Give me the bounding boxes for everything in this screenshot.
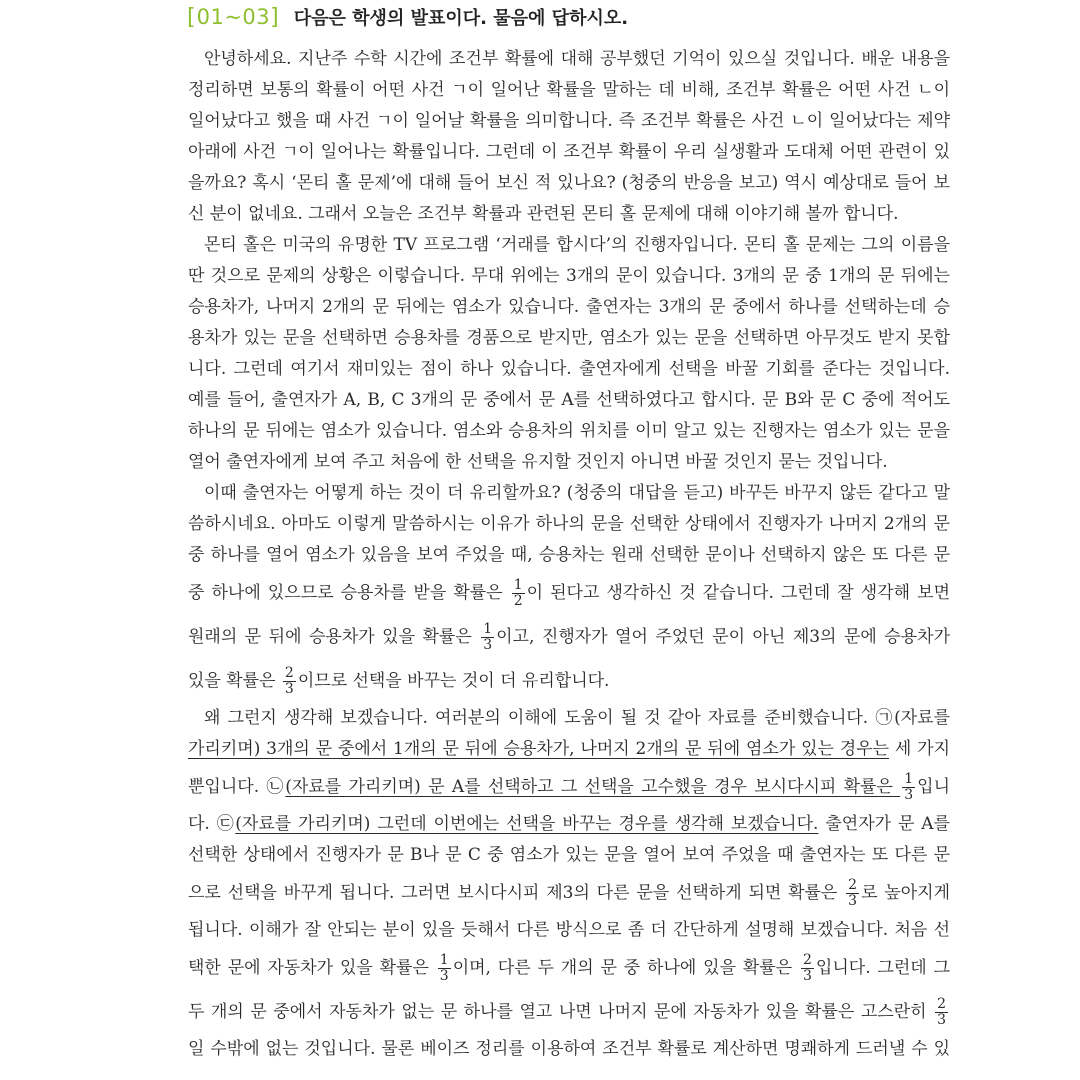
passage-line: 왜 그런지 생각해 보겠습니다. 여러분의 이해에 도움이 될 것 같아 자료를 준비했습니다. ㉠(자료를: [204, 708, 950, 728]
passage-line: 을까요? 혹시 ‘몬티 홀 문제’에 대해 들어 보신 적 있나요? (청중의 반응을 보고) 역시 예상대로 들어 보: [188, 173, 950, 193]
fraction: $\frac{2}{3}$: [848, 877, 858, 909]
passage-line: 있을 확률은 $\frac{2}{3}$ 이므로 선택을 바꾸는 것이 더 유리합니다.: [188, 665, 610, 697]
passage-line: 이때 출연자는 어떻게 하는 것이 더 유리할까요? (청중의 대답을 듣고) 바꾸든 바꾸지 않든 같다고 말: [204, 483, 950, 503]
passage-line: 다. ㉢(자료를 가리키며) 그런데 이번에는 선택을 바꾸는 경우를 생각해 보겠습니다. 출연자가 문 A를: [188, 814, 950, 834]
passage-line: 선택한 상태에서 진행자가 문 B나 문 C 중 염소가 있는 문을 열어 보여 주었을 때 출연자는 또 다른 문: [188, 845, 950, 865]
passage-line: 됩니다. 이해가 잘 안되는 분이 있을 듯해서 다른 방식으로 좀 더 간단하게 설명해 보겠습니다. 처음 선: [188, 920, 950, 940]
passage-line: 용차가 있는 문을 선택하면 승용차를 경품으로 받지만, 염소가 있는 문을 선택하면 아무것도 받지 못합: [188, 328, 950, 348]
header-bracket-open: [: [187, 4, 197, 30]
question-instruction: 다음은 학생의 발표이다. 물음에 답하시오.: [293, 8, 629, 29]
fraction: $\frac{1}{3}$: [439, 952, 449, 984]
underlined-phrase-3: (자료를 가리키며) 그런데 이번에는 선택을 바꾸는 경우를 생각해 보겠습니다.: [235, 814, 819, 834]
passage-line: 승용차가, 나머지 2개의 문 뒤에는 염소가 있습니다. 출연자는 3개의 문 중에서 하나를 선택하는데 승: [188, 297, 950, 317]
passage-line: 택한 문에 자동차가 있을 확률은 $\frac{1}{3}$ 이며, 다른 두 개의 문 중 하나에 있을 확률은 $\frac{2}{3}$ 입니다. 그런데 그: [188, 952, 950, 984]
underlined-phrase-2: (자료를 가리키며) 문 A를 선택하고 그 선택을 고수했을 경우 보시다시피 확률은: [285, 777, 901, 797]
fraction: $\frac{1}{3}$: [483, 621, 493, 653]
passage-line: 일어났다고 했을 때 사건 ㄱ이 일어날 확률을 의미합니다. 즉 조건부 확률은 사건 ㄴ이 일어났다는 제약: [188, 111, 950, 131]
passage: [188, 44, 950, 1065]
passage-line: 안녕하세요. 지난주 수학 시간에 조건부 확률에 대해 공부했던 기억이 있으실 것입니다. 배운 내용을: [204, 49, 950, 69]
question-header: [187, 2, 628, 32]
underlined-phrase-1: 가리키며) 3개의 문 중에서 1개의 문 뒤에 승용차가, 나머지 2개의 문 뒤에 염소가 있는 경우는: [188, 739, 890, 759]
passage-line: 몬티 홀은 미국의 유명한 TV 프로그램 ‘거래를 합시다’의 진행자입니다. 몬티 홀 문제는 그의 이름을: [204, 235, 950, 255]
fraction: $\frac{2}{3}$: [284, 665, 294, 697]
passage-line: 가리키며) 3개의 문 중에서 1개의 문 뒤에 승용차가, 나머지 2개의 문 뒤에 염소가 있는 경우는 세 가지: [188, 739, 950, 759]
fraction: $\frac{2}{3}$: [937, 996, 946, 1028]
passage-line: 씀하시네요. 아마도 이렇게 말씀하시는 이유가 하나의 문을 선택한 상태에서 진행자가 나머지 2개의 문: [188, 514, 950, 534]
passage-line: 두 개의 문 중에서 자동차가 없는 문 하나를 열고 나면 나머지 문에 자동차가 있을 확률은 고스란히 $\frac{2}{3}$: [188, 996, 946, 1028]
passage-line: 신 분이 없네요. 그래서 오늘은 조건부 확률과 관련된 몬티 홀 문제에 대해 이야기해 볼까 합니다.: [188, 204, 899, 224]
fraction: $\frac{1}{3}$: [904, 771, 914, 803]
passage-line: 원래의 문 뒤에 승용차가 있을 확률은 $\frac{1}{3}$ 이고, 진행자가 열어 주었던 문이 아닌 제3의 문에 승용차가: [188, 621, 950, 653]
fraction: $\frac{2}{3}$: [803, 952, 812, 984]
passage-line: 으로 선택을 바꾸게 됩니다. 그러면 보시다시피 제3의 다른 문을 선택하게 되면 확률은 $\frac{2}{3}$ 로 높아지게: [188, 877, 950, 909]
header-bracket-close: ]: [270, 4, 280, 30]
passage-line: 니다. 그런데 여기서 재미있는 점이 하나 있습니다. 출연자에게 선택을 바꿀 기회를 준다는 것입니다.: [188, 359, 950, 379]
passage-line: 딴 것으로 문제의 상황은 이렇습니다. 무대 위에는 3개의 문이 있습니다. 3개의 문 중 1개의 문 뒤에는: [188, 266, 950, 286]
passage-line: 예를 들어, 출연자가 A, B, C 3개의 문 중에서 문 A를 선택하였다고 합시다. 문 B와 문 C 중에 적어도: [188, 390, 950, 410]
passage-line: 정리하면 보통의 확률이 어떤 사건 ㄱ이 일어난 확률을 말하는 데 비해, 조건부 확률은 어떤 사건 ㄴ이: [188, 80, 950, 100]
passage-line: 일 수밖에 없는 것입니다. 물론 베이즈 정리를 이용하여 조건부 확률로 계산하면 명쾌하게 드러낼 수 있: [188, 1039, 950, 1059]
passage-line: 중 하나를 열어 염소가 있음을 보여 주었을 때, 승용차는 원래 선택한 문이나 선택하지 않은 또 다른 문: [188, 545, 950, 565]
passage-line: 뿐입니다. ㉡(자료를 가리키며) 문 A를 선택하고 그 선택을 고수했을 경우 보시다시피 확률은 $\frac{1}{3}$ 입니: [188, 771, 950, 803]
question-number-range: 01~03: [196, 5, 271, 29]
passage-line: 중 하나에 있으므로 승용차를 받을 확률은 $\frac{1}{2}$ 이 된다고 생각하신 것 같습니다. 그런데 잘 생각해 보면: [188, 577, 950, 609]
fraction: $\frac{1}{2}$: [513, 577, 523, 609]
passage-line: 아래에 사건 ㄱ이 일어나는 확률입니다. 그런데 이 조건부 확률이 우리 실생활과 도대체 어떤 관련이 있: [188, 142, 950, 162]
passage-line: 하나의 문 뒤에는 염소가 있습니다. 염소와 승용차의 위치를 이미 알고 있는 진행자는 염소가 있는 문을: [188, 421, 950, 441]
passage-line: 열어 출연자에게 보여 주고 처음에 한 선택을 유지할 것인지 아니면 바꿀 것인지 묻는 것입니다.: [188, 452, 888, 472]
